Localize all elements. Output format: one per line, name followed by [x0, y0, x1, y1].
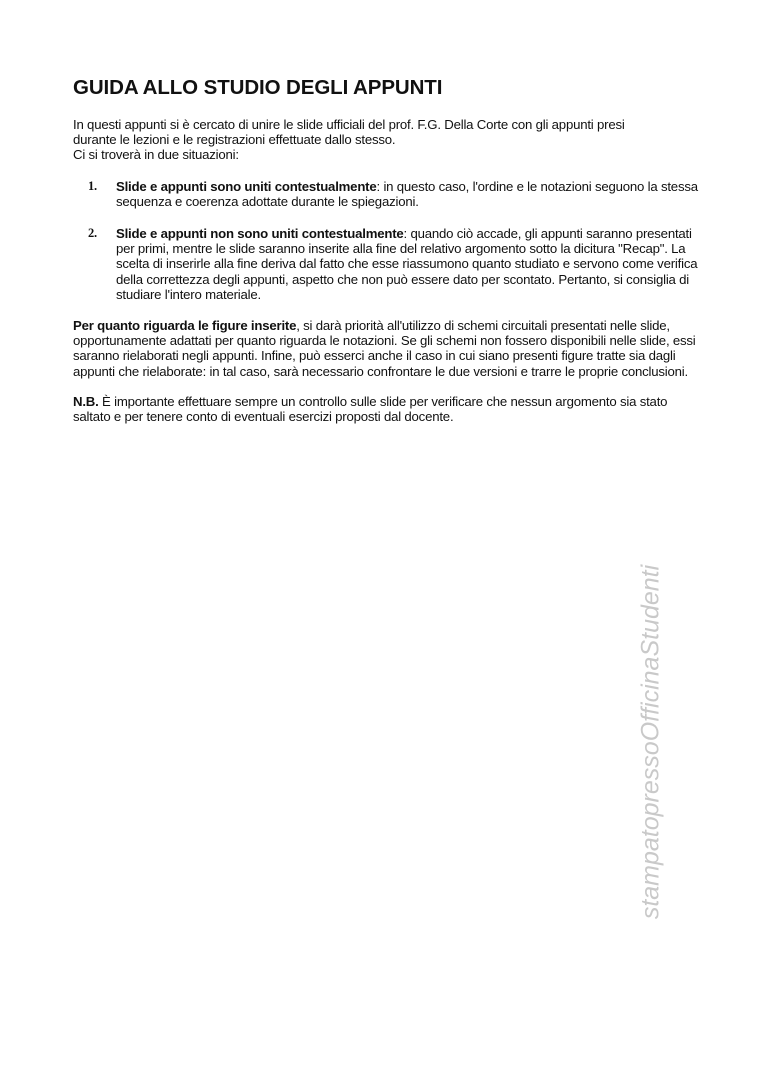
intro-line: In questi appunti si è cercato di unire le slide ufficiali del prof. F.G. Della Corte con gli appunti presi — [73, 117, 625, 132]
intro-line: durante le lezioni e le registrazioni effettuate dallo stesso. — [73, 132, 396, 148]
page-title: GUIDA ALLO STUDIO DEGLI APPUNTI — [73, 76, 443, 99]
figures-heading: Per quanto riguarda le figure inserite — [73, 318, 297, 334]
note-paragraph — [73, 394, 698, 424]
list-item-heading: Slide e appunti non sono uniti contestualmente — [116, 226, 404, 242]
figures-text: , si darà priorità all'utilizzo di schemi circuitali presentati nelle slide, opportunamente adattati per quanto riguarda le notazioni. Se gli schemi non fossero disponibili nelle slide, essi saranno rielaborati negli appunti. Infine, può esserci anche il caso in cui siano presenti figure tratte sia dagli appunti che rielaborate: in tal caso, sarà necessario confrontare le due versioni e trarre le proprie conclusioni. — [73, 318, 696, 379]
note-text: È importante effettuare sempre un controllo sulle slide per verificare che nessun argomento sia stato saltato e per tenere conto di eventuali esercizi proposti dal docente. — [73, 393, 668, 425]
figures-paragraph — [73, 318, 698, 379]
note-label: N.B. — [73, 393, 99, 409]
situations-list — [73, 179, 698, 302]
intro-paragraph — [73, 117, 698, 163]
list-item — [73, 179, 698, 209]
intro-line: Ci si troverà in due situazioni: — [73, 147, 239, 163]
list-item-number: 2. — [88, 226, 97, 241]
list-item-number: 1. — [88, 178, 97, 193]
list-item — [73, 226, 698, 302]
watermark: stampatopressoOfficinaStudenti — [636, 564, 665, 920]
list-item-text: : in questo caso, l'ordine e le notazioni seguono la stessa sequenza e coerenza adottate durante le spiegazioni. — [116, 178, 698, 209]
list-item-text: : quando ciò accade, gli appunti saranno presentati per primi, mentre le slide saranno inserite alla fine del relativo argomento sotto la dicitura "Recap". La scelta di inserirle alla fine deriva dal fatto che esse riassumono quanto studiato e servono come verifica della correttezza degli appunti, aspetto che non può essere dato per scontato. Pertanto, si consiglia di studiare l'intero materiale. — [116, 226, 698, 302]
document-body — [73, 117, 698, 424]
list-item-heading: Slide e appunti sono uniti contestualmente — [116, 178, 377, 194]
